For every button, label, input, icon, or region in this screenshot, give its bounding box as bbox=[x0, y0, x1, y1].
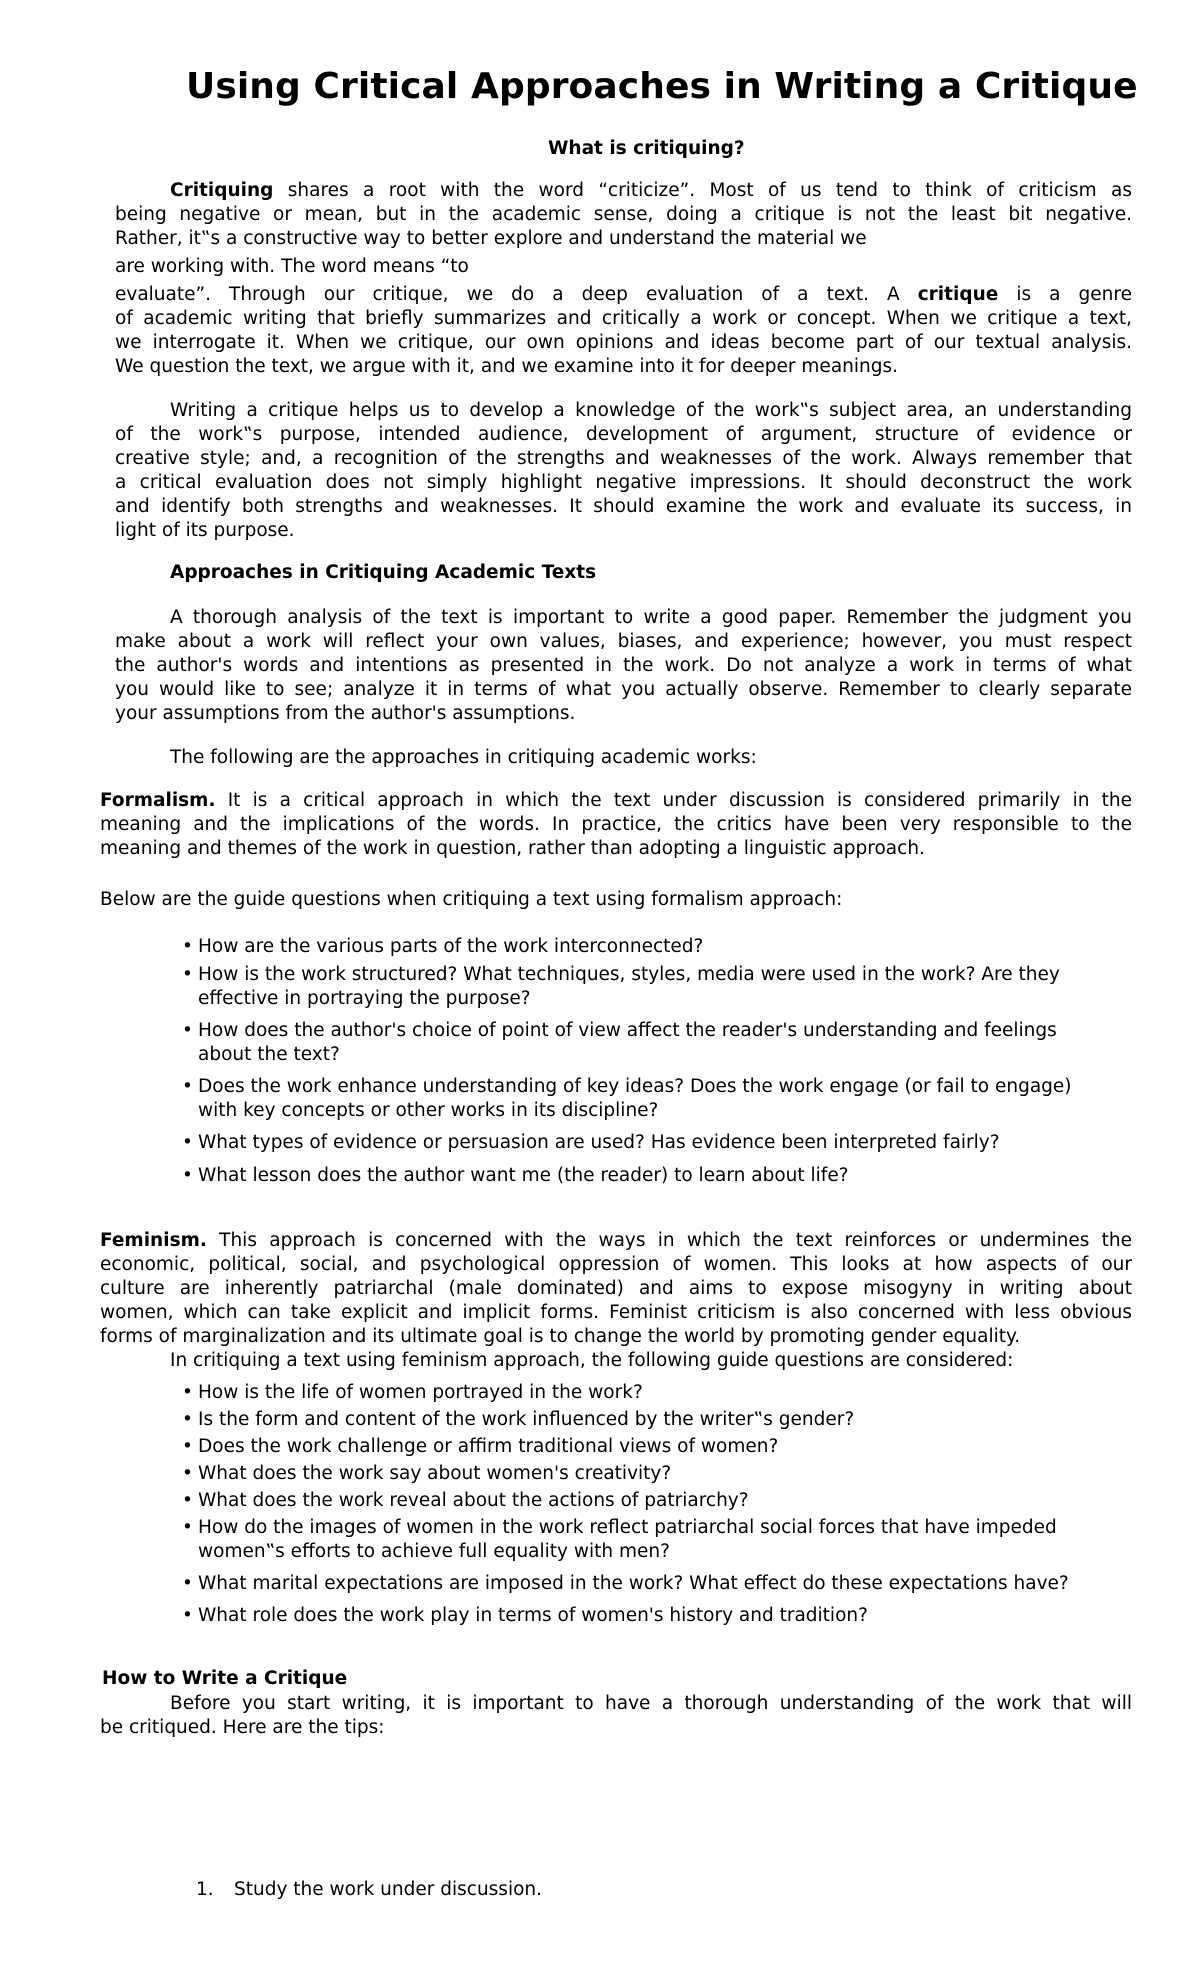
paragraph-line: of academic writing that briefly summarizes and critically a work or concept. When we critique a text, bbox=[115, 308, 1132, 329]
section-heading-approaches: Approaches in Critiquing Academic Texts bbox=[170, 562, 597, 583]
list-item-continuation: women‟s efforts to achieve full equality with men? bbox=[198, 1541, 670, 1562]
paragraph-line: light of its purpose. bbox=[115, 520, 295, 541]
paragraph-line: Writing a critique helps us to develop a knowledge of the work‟s subject area, an understanding bbox=[170, 400, 1132, 421]
list-number: 1. bbox=[196, 1879, 214, 1900]
text-span: shares a root with the word “criticize”. Most of us tend to think of criticism as bbox=[273, 180, 1132, 201]
paragraph-line: creative style; and, a recognition of the strengths and weaknesses of the work. Always remember that bbox=[115, 448, 1132, 469]
paragraph-line bbox=[100, 789, 1132, 813]
paragraph-line bbox=[100, 1229, 1132, 1253]
paragraph-line: women, which can take explicit and implicit forms. Feminist criticism is also concerned with less obvious bbox=[100, 1302, 1132, 1323]
list-item-continuation: effective in portraying the purpose? bbox=[198, 988, 531, 1009]
list-item bbox=[182, 1164, 849, 1188]
bold-term-formalism: Formalism. bbox=[100, 790, 216, 811]
paragraph-line: being negative or mean, but in the academic sense, doing a critique is not the least bit negative. bbox=[115, 204, 1132, 225]
list-item-text: How does the author's choice of point of view affect the reader's understanding and feelings bbox=[198, 1020, 1057, 1041]
bullet-icon: • bbox=[182, 1436, 193, 1457]
list-item bbox=[182, 935, 703, 959]
paragraph-line: a critical evaluation does not simply highlight negative impressions. It should deconstruct the work bbox=[115, 472, 1132, 493]
list-item bbox=[182, 1604, 868, 1628]
list-item bbox=[182, 1489, 749, 1513]
bullet-icon: • bbox=[182, 1382, 193, 1403]
list-item bbox=[182, 1462, 671, 1486]
list-item-continuation: with key concepts or other works in its discipline? bbox=[198, 1100, 659, 1121]
paragraph-line: A thorough analysis of the text is important to write a good paper. Remember the judgment you bbox=[170, 607, 1132, 628]
bullet-icon: • bbox=[182, 1020, 193, 1041]
list-item-text: How is the life of women portrayed in the work? bbox=[198, 1382, 643, 1403]
list-item-text: What does the work reveal about the actions of patriarchy? bbox=[198, 1490, 749, 1511]
text-span: It is a critical approach in which the text under discussion is considered primarily in the bbox=[215, 790, 1132, 811]
list-item-text: What lesson does the author want me (the reader) to learn about life? bbox=[198, 1165, 849, 1186]
paragraph-line: culture are inherently patriarchal (male dominated) and aims to expose misogyny in writing about bbox=[100, 1278, 1132, 1299]
paragraph-line: meaning and themes of the work in question, rather than adopting a linguistic approach. bbox=[100, 838, 925, 859]
paragraph-line: meaning and the implications of the words. In practice, the critics have been very responsible to the bbox=[100, 814, 1132, 835]
list-item-text: Study the work under discussion. bbox=[234, 1879, 543, 1900]
paragraph-line: your assumptions from the author's assumptions. bbox=[115, 703, 576, 724]
list-item bbox=[182, 1516, 1057, 1540]
list-item bbox=[182, 1435, 778, 1459]
text-span: This approach is concerned with the ways in which the text reinforces or undermines the bbox=[206, 1230, 1132, 1251]
bullet-icon: • bbox=[182, 1132, 193, 1153]
list-item-text: What marital expectations are imposed in the work? What effect do these expectations have? bbox=[198, 1573, 1069, 1594]
list-item-text: How do the images of women in the work reflect patriarchal social forces that have impeded bbox=[198, 1517, 1057, 1538]
bullet-icon: • bbox=[182, 1076, 193, 1097]
list-item-text: What role does the work play in terms of women's history and tradition? bbox=[198, 1605, 868, 1626]
bold-term-feminism: Feminism. bbox=[100, 1230, 207, 1251]
bullet-icon: • bbox=[182, 1490, 193, 1511]
list-item-continuation: about the text? bbox=[198, 1044, 340, 1065]
section-heading-how-to-write: How to Write a Critique bbox=[102, 1668, 348, 1689]
bullet-icon: • bbox=[182, 1409, 193, 1430]
list-item bbox=[182, 1381, 643, 1405]
paragraph-line: forms of marginalization and its ultimate goal is to change the world by promoting gender equality. bbox=[100, 1326, 1021, 1347]
list-item bbox=[196, 1878, 542, 1902]
list-item bbox=[182, 963, 1132, 987]
list-item-text: What does the work say about women's creativity? bbox=[198, 1463, 672, 1484]
list-item-text: How are the various parts of the work interconnected? bbox=[198, 936, 704, 957]
bold-term-critiquing: Critiquing bbox=[170, 180, 274, 201]
paragraph-line: We question the text, we argue with it, and we examine into it for deeper meanings. bbox=[115, 356, 899, 377]
paragraph-line: be critiqued. Here are the tips: bbox=[100, 1717, 385, 1738]
bullet-icon: • bbox=[182, 1165, 193, 1186]
paragraph-line: Rather, it‟s a constructive way to better explore and understand the material we bbox=[115, 228, 867, 249]
paragraph-line: make about a work will reflect your own values, biases, and experience; however, you must respect bbox=[115, 631, 1132, 652]
paragraph-line: are working with. The word means “to bbox=[115, 256, 469, 277]
paragraph-line: and identify both strengths and weaknesses. It should examine the work and evaluate its success, in bbox=[115, 496, 1132, 517]
bullet-icon: • bbox=[182, 964, 193, 985]
list-item-text: Does the work challenge or affirm traditional views of women? bbox=[198, 1436, 779, 1457]
bold-term-critique: critique bbox=[917, 284, 999, 305]
paragraph-line: we interrogate it. When we critique, our own opinions and ideas become part of our textual analysis. bbox=[115, 332, 1132, 353]
approaches-intro: The following are the approaches in critiquing academic works: bbox=[170, 747, 757, 768]
paragraph-line: economic, political, social, and psychological oppression of women. This looks at how aspects of our bbox=[100, 1254, 1132, 1275]
formalism-guide-intro: Below are the guide questions when critiquing a text using formalism approach: bbox=[100, 889, 843, 910]
paragraph-line bbox=[115, 283, 1132, 307]
list-item bbox=[182, 1572, 1069, 1596]
paragraph-line: you would like to see; analyze it in terms of what you actually observe. Remember to clearly separate bbox=[115, 679, 1132, 700]
feminism-guide-intro: In critiquing a text using feminism approach, the following guide questions are considered: bbox=[170, 1350, 1014, 1371]
bullet-icon: • bbox=[182, 936, 193, 957]
list-item-text: Is the form and content of the work influenced by the writer‟s gender? bbox=[198, 1409, 855, 1430]
bullet-icon: • bbox=[182, 1463, 193, 1484]
paragraph-line: of the work‟s purpose, intended audience, development of argument, structure of evidence or bbox=[115, 424, 1132, 445]
bullet-icon: • bbox=[182, 1573, 193, 1594]
list-item bbox=[182, 1408, 854, 1432]
list-item-text: What types of evidence or persuasion are used? Has evidence been interpreted fairly? bbox=[198, 1132, 1000, 1153]
text-span: evaluate”. Through our critique, we do a deep evaluation of a text. A bbox=[115, 284, 918, 305]
list-item-text: Does the work enhance understanding of key ideas? Does the work engage (or fail to engage) bbox=[198, 1076, 1072, 1097]
paragraph-line: the author's words and intentions as presented in the work. Do not analyze a work in terms of what bbox=[115, 655, 1132, 676]
list-item bbox=[182, 1075, 1072, 1099]
paragraph-line: Before you start writing, it is important to have a thorough understanding of the work that will bbox=[170, 1693, 1132, 1714]
list-item-text: How is the work structured? What techniques, styles, media were used in the work? Are they bbox=[198, 964, 1060, 985]
list-item bbox=[182, 1019, 1057, 1043]
bullet-icon: • bbox=[182, 1517, 193, 1538]
bullet-icon: • bbox=[182, 1605, 193, 1626]
document-title: Using Critical Approaches in Writing a Critique bbox=[186, 66, 1138, 107]
section-heading-what-is-critiquing: What is critiquing? bbox=[548, 138, 745, 159]
text-span: is a genre bbox=[998, 284, 1132, 305]
list-item bbox=[182, 1131, 1000, 1155]
paragraph-line bbox=[115, 179, 1132, 203]
